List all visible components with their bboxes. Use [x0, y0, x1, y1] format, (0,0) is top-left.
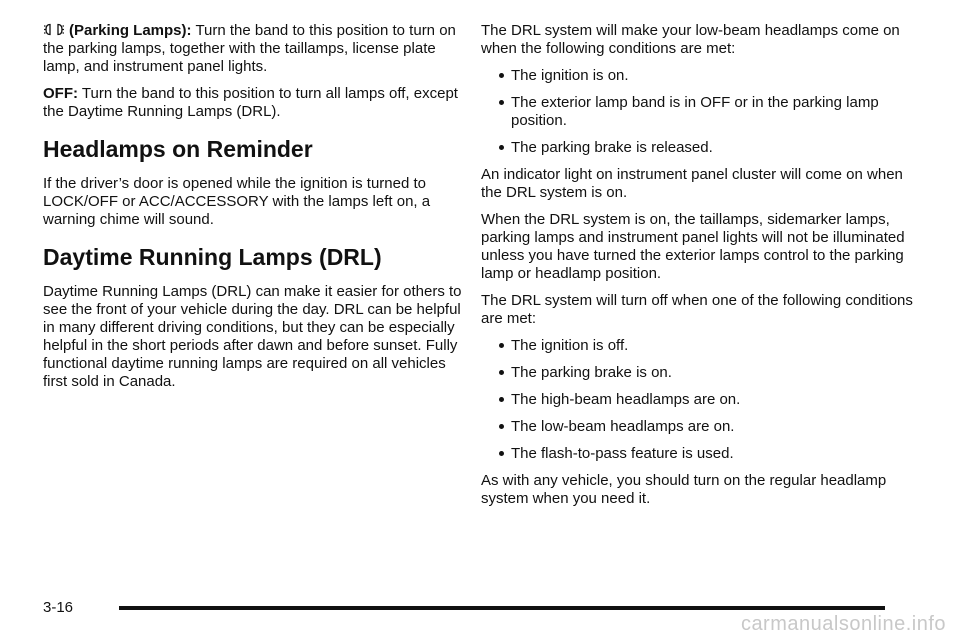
drl-text: Daytime Running Lamps (DRL) can make it easier for others to see the front of your vehicle during the day. DRL can be helpful in many different driving conditions, but they can be especially helpful in the short periods after dawn and before sunset. Fully functional daytime running lamps are required on all vehicles first sold in Canada. [43, 283, 462, 390]
list-item: The exterior lamp band is in OFF or in the parking lamp position. [481, 94, 921, 130]
bullet-icon [499, 73, 504, 78]
off-paragraph [43, 85, 463, 121]
bullet-icon [499, 451, 504, 456]
off-text: Turn the band to this position to turn all lamps off, except the Daytime Running Lamps (DRL). [43, 85, 458, 120]
parking-lamps-paragraph [43, 22, 463, 76]
parking-lamp-icon [43, 22, 65, 37]
bullet-icon [499, 424, 504, 429]
right-column [481, 22, 921, 517]
drl-heading: Daytime Running Lamps (DRL) [43, 244, 382, 270]
bullet-icon [499, 145, 504, 150]
parking-lamps-text: Turn the band to this position to turn on the parking lamps, together with the taillamps, license plate lamp, and instrument panel lights. [43, 22, 456, 75]
parking-lamps-term: (Parking Lamps): [69, 22, 192, 39]
bullet-icon [499, 397, 504, 402]
left-column [43, 22, 463, 400]
bullet-icon [499, 370, 504, 375]
off-term: OFF: [43, 85, 78, 102]
bullet-icon [499, 100, 504, 105]
drl-on-details: When the DRL system is on, the taillamps, sidemarker lamps, parking lamps and instrument panel lights will not be illuminated unless you have turned the exterior lamps control to the parking lamp or headlamp position. [481, 211, 905, 282]
list-item: The parking brake is released. [481, 139, 921, 157]
page-number: 3-16 [43, 599, 74, 616]
headlamps-reminder-text: If the driver’s door is opened while the ignition is turned to LOCK/OFF or ACC/ACCESSORY with the lamps left on, a warning chime will sound. [43, 175, 431, 228]
headlamps-reminder-heading: Headlamps on Reminder [43, 136, 313, 162]
indicator-paragraph: An indicator light on instrument panel cluster will come on when the DRL system is on. [481, 166, 903, 201]
closing-paragraph: As with any vehicle, you should turn on the regular headlamp system when you need it. [481, 472, 887, 507]
drl-off-intro: The DRL system will turn off when one of the following conditions are met: [481, 292, 913, 327]
list-item: The low-beam headlamps are on. [481, 418, 921, 436]
list-item: The parking brake is on. [481, 364, 921, 382]
list-item: The flash-to-pass feature is used. [481, 445, 921, 463]
drl-on-intro: The DRL system will make your low-beam headlamps come on when the following conditions are met: [481, 22, 900, 57]
list-item: The high-beam headlamps are on. [481, 391, 921, 409]
list-item: The ignition is on. [481, 67, 921, 85]
drl-off-conditions [481, 337, 921, 463]
watermark: carmanualsonline.info [740, 613, 946, 635]
bullet-icon [499, 343, 504, 348]
list-item: The ignition is off. [481, 337, 921, 355]
footer-rule [119, 606, 885, 610]
drl-on-conditions [481, 67, 921, 157]
